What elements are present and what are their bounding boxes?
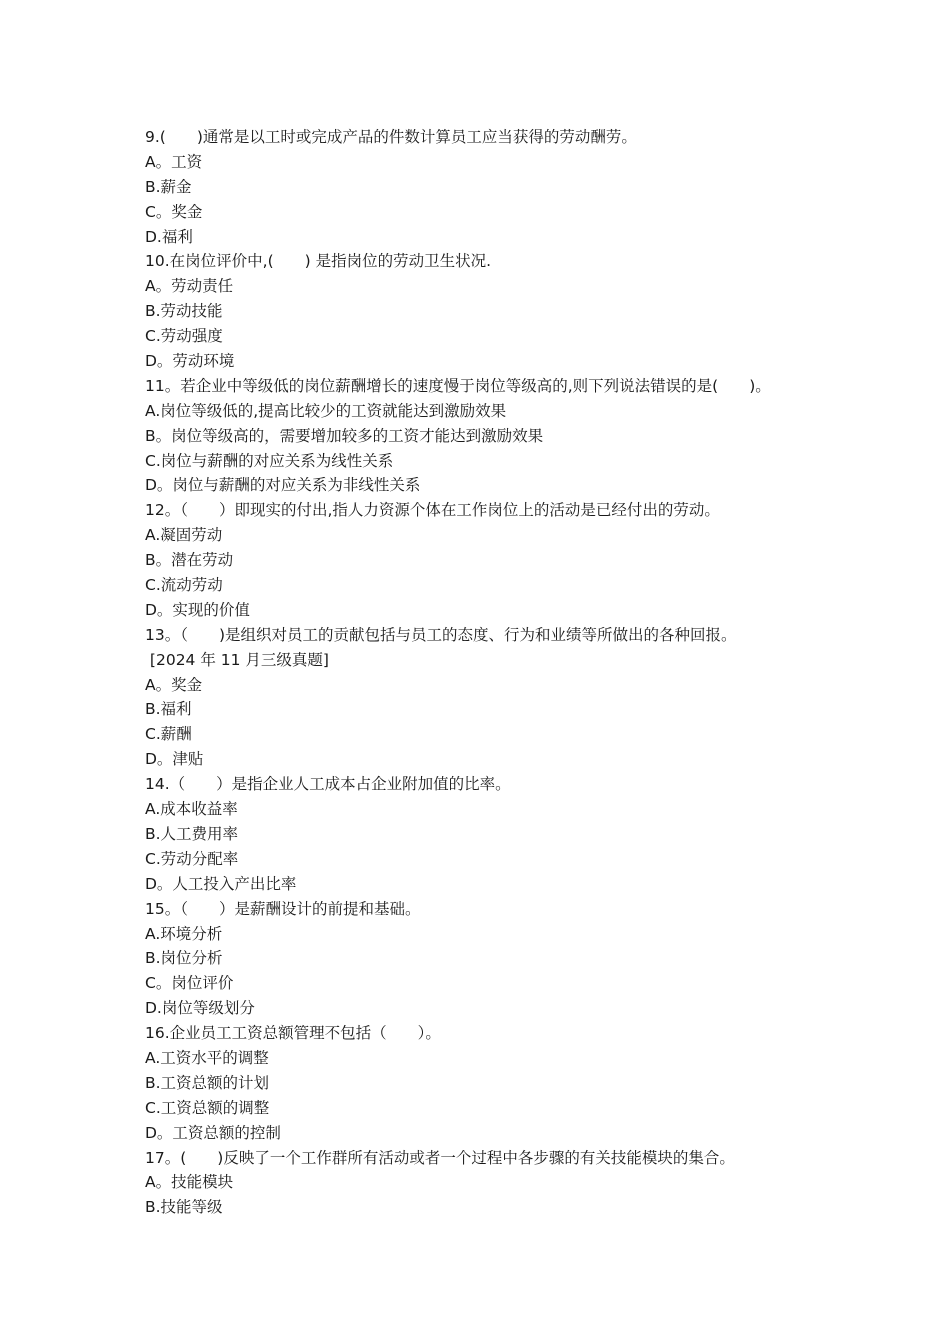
option-14c: C.劳动分配率 bbox=[145, 849, 239, 868]
option-10d: D。劳动环境 bbox=[145, 352, 235, 371]
option-13b: B.福利 bbox=[145, 700, 192, 719]
question-9: 9.( )通常是以工时或完成产品的件数计算员工应当获得的劳动酬劳。 bbox=[145, 128, 637, 146]
question-17: 17。( )反映了一个工作群所有活动或者一个过程中各步骤的有关技能模块的集合。 bbox=[145, 1148, 735, 1167]
option-13a: A。奖金 bbox=[145, 675, 203, 694]
option-15d: D.岗位等级划分 bbox=[145, 999, 255, 1018]
option-14a: A.成本收益率 bbox=[145, 800, 238, 819]
option-16d: D。工资总额的控制 bbox=[145, 1123, 281, 1142]
option-9b: B.薪金 bbox=[145, 177, 192, 196]
question-13: 13。（ )是组织对员工的贡献包括与员工的态度、行为和业绩等所做出的各种回报。 bbox=[145, 625, 737, 644]
option-17b: B.技能等级 bbox=[145, 1198, 223, 1217]
option-16a: A.工资水平的调整 bbox=[145, 1048, 269, 1067]
question-14: 14.（ ）是指企业人工成本占企业附加值的比率。 bbox=[145, 775, 511, 794]
option-14d: D。人工投入产出比率 bbox=[145, 874, 297, 893]
option-16c: C.工资总额的调整 bbox=[145, 1098, 270, 1117]
option-12a: A.凝固劳动 bbox=[145, 526, 223, 545]
option-10a: A。劳动责任 bbox=[145, 277, 234, 296]
option-14b: B.人工费用率 bbox=[145, 824, 239, 843]
option-15c: C。岗位评价 bbox=[145, 974, 234, 993]
question-12: 12。（ ）即现实的付出,指人力资源个体在工作岗位上的活动是已经付出的劳动。 bbox=[145, 501, 720, 520]
question-list bbox=[145, 125, 845, 1220]
option-11c: C.岗位与薪酬的对应关系为线性关系 bbox=[145, 451, 394, 470]
option-11a: A.岗位等级低的,提高比较少的工资就能达到激励效果 bbox=[145, 401, 507, 420]
option-11b: B。岗位等级高的，需要增加较多的工资才能达到激励效果 bbox=[145, 426, 544, 445]
question-16: 16.企业员工工资总额管理不包括（ ）。 bbox=[145, 1024, 441, 1043]
question-15: 15。（ ）是薪酬设计的前提和基础。 bbox=[145, 899, 421, 918]
option-16b: B.工资总额的计划 bbox=[145, 1073, 270, 1092]
option-10c: C.劳动强度 bbox=[145, 327, 223, 346]
option-12c: C.流动劳动 bbox=[145, 576, 223, 595]
option-15b: B.岗位分析 bbox=[145, 949, 223, 968]
option-12b: B。潜在劳动 bbox=[145, 551, 234, 570]
option-10b: B.劳动技能 bbox=[145, 302, 223, 321]
question-11: 11。若企业中等级低的岗位薪酬增长的速度慢于岗位等级高的,则下列说法错误的是( )。 bbox=[145, 376, 771, 395]
option-12d: D。实现的价值 bbox=[145, 600, 250, 619]
option-9c: C。奖金 bbox=[145, 202, 203, 221]
option-17a: A。技能模块 bbox=[145, 1173, 234, 1192]
option-11d: D。岗位与薪酬的对应关系为非线性关系 bbox=[145, 476, 421, 495]
option-15a: A.环境分析 bbox=[145, 924, 223, 943]
question-10: 10.在岗位评价中,( ) 是指岗位的劳动卫生状况. bbox=[145, 252, 492, 271]
option-13d: D。津贴 bbox=[145, 750, 204, 769]
option-9a: A。工资 bbox=[145, 152, 203, 171]
question-13-source: [2024 年 11 月三级真题] bbox=[145, 650, 329, 669]
option-13c: C.薪酬 bbox=[145, 725, 192, 744]
option-9d: D.福利 bbox=[145, 227, 193, 246]
